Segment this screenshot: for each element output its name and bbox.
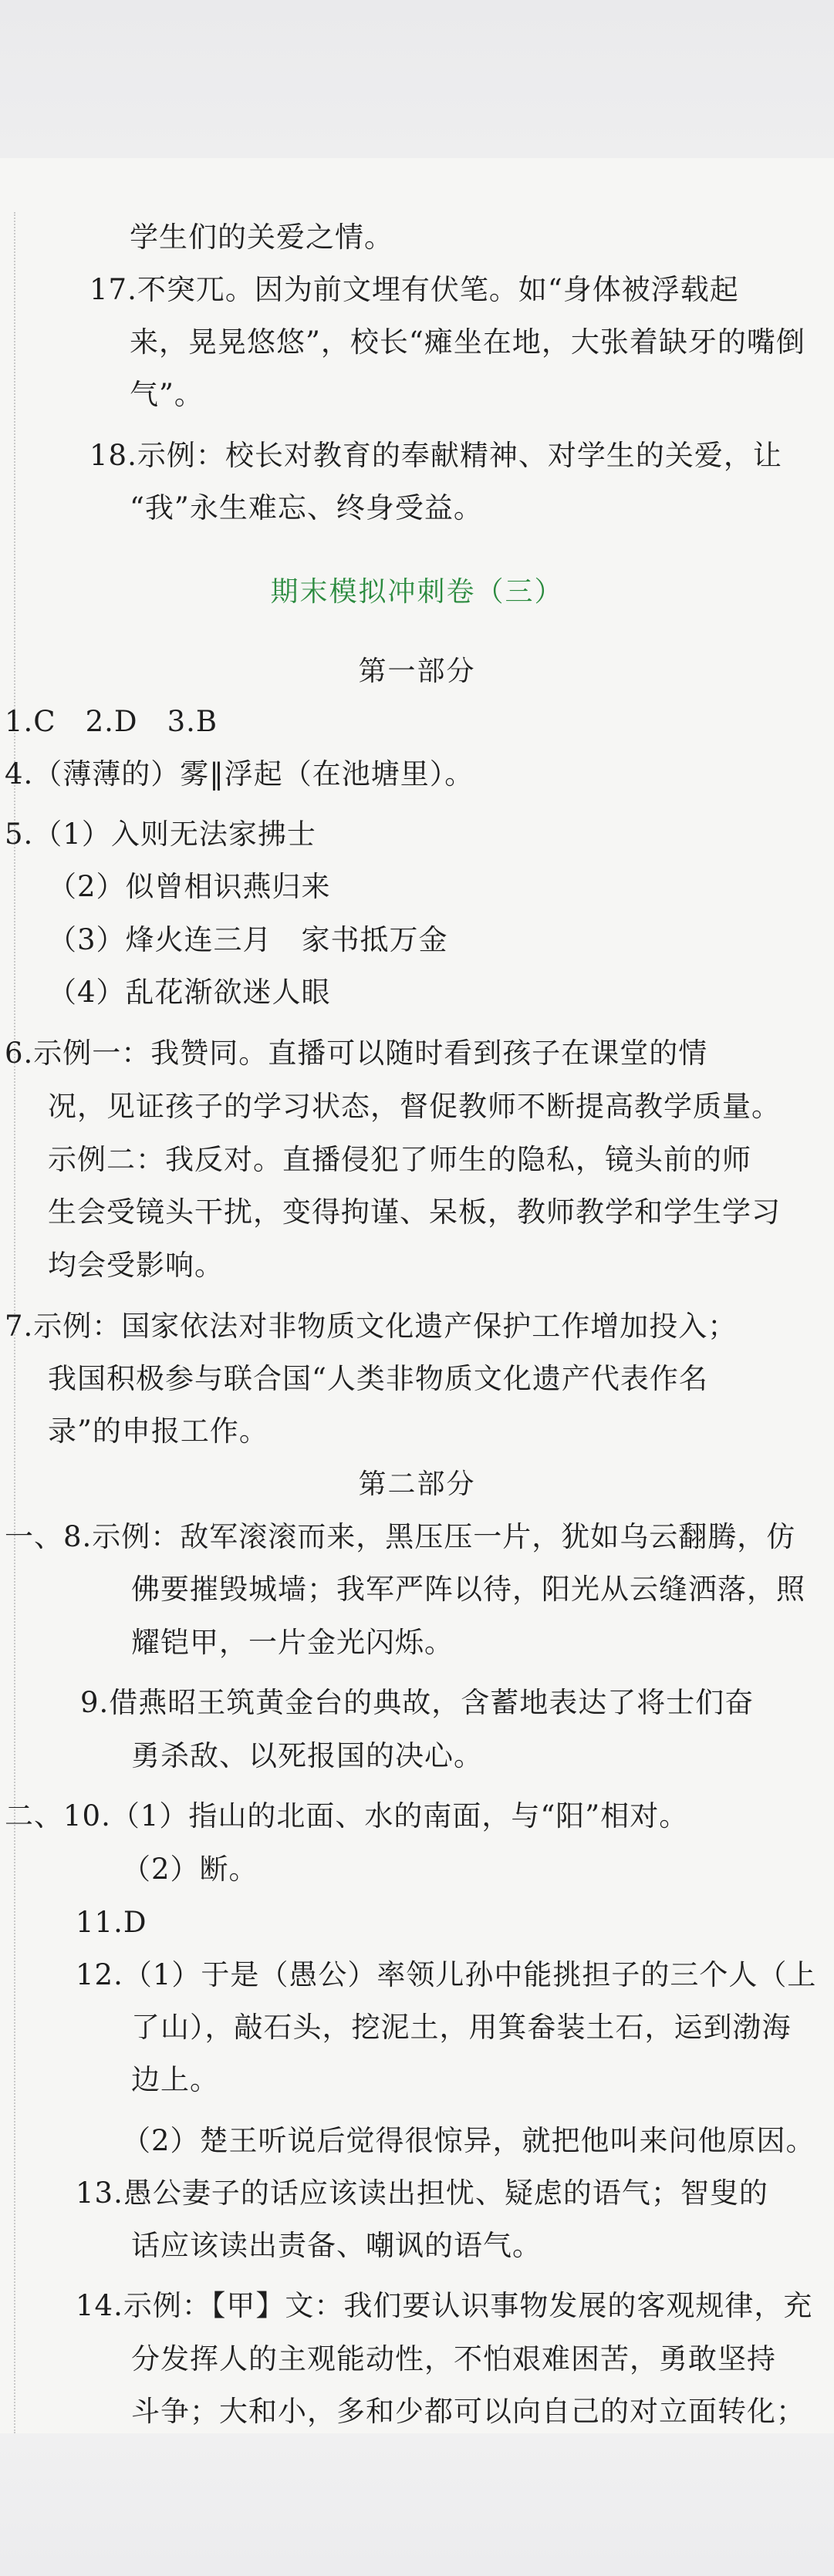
scan-top-shadow [0, 0, 834, 158]
answer-line: 17.不突兀。因为前文埋有伏笔。如“身体被浮载起 [89, 273, 739, 306]
answer-line: 生会受镜头干扰，变得拘谨、呆板，教师教学和学生学习 [48, 1195, 781, 1229]
answer-line: 佛要摧毁城墙；我军严阵以待，阳光从云缝洒落，照 [131, 1573, 805, 1606]
answer-line: 11.D [76, 1906, 147, 1939]
answer-line: 一、8.示例：敌军滚滚而来，黑压压一片，犹如乌云翻腾，仿 [5, 1520, 796, 1553]
answer-line: 6.示例一：我赞同。直播可以随时看到孩子在课堂的情 [5, 1037, 708, 1070]
answer-line: 4.（薄薄的）雾‖浮起（在池塘里）。 [5, 757, 474, 791]
answer-line: 示例二：我反对。直播侵犯了师生的隐私，镜头前的师 [48, 1143, 751, 1176]
section-title: 期末模拟冲刺卷（三） [270, 576, 564, 608]
answer-line: 了山），敲石头，挖泥土，用箕畚装土石，运到渤海 [131, 2011, 792, 2044]
answer-line: 我国积极参与联合国“人类非物质文化遗产代表作名 [48, 1362, 708, 1395]
answer-line: 况，见证孩子的学习状态，督促教师不断提高教学质量。 [48, 1090, 781, 1123]
answer-line: （2）断。 [122, 1853, 258, 1886]
answer-line: 18.示例：校长对教育的奉献精神、对学生的关爱，让 [89, 439, 782, 472]
answer-line: 勇杀敌、以死报国的决心。 [131, 1739, 483, 1772]
answer-line: 1.C 2.D 3.B [5, 705, 218, 738]
answer-line: 话应该读出责备、嘲讽的语气。 [131, 2229, 542, 2262]
answer-line: 均会受影响。 [48, 1249, 224, 1282]
part-heading: 第一部分 [358, 656, 476, 687]
answer-line: （3）烽火连三月 家书抵万金 [48, 923, 448, 956]
answer-line: 学生们的关爱之情。 [130, 221, 393, 254]
answer-line: 二、10.（1）指山的北面、水的南面，与“阳”相对。 [5, 1799, 689, 1833]
answer-line: 5.（1）入则无法家拂士 [5, 818, 316, 851]
answer-line: 录”的申报工作。 [48, 1414, 268, 1448]
answer-line: “我”永生难忘、终身受益。 [130, 491, 483, 524]
answer-line: （2）似曾相识燕归来 [48, 870, 331, 903]
answer-line: 来，晃晃悠悠”，校长“瘫坐在地，大张着缺牙的嘴倒 [130, 325, 805, 359]
answer-line: （2）楚王听说后觉得很惊异，就把他叫来问他原因。 [122, 2124, 815, 2157]
answer-line: 7.示例：国家依法对非物质文化遗产保护工作增加投入； [5, 1310, 738, 1343]
answer-line: 斗争；大和小，多和少都可以向自己的对立面转化； [131, 2395, 805, 2428]
scan-bottom-shadow [0, 2433, 834, 2576]
answer-line: 边上。 [131, 2063, 219, 2096]
answer-line: 9.借燕昭王筑黄金台的典故，含蓄地表达了将士们奋 [80, 1686, 755, 1719]
answer-line: 耀铠甲，一片金光闪烁。 [131, 1626, 454, 1659]
part-heading: 第二部分 [358, 1468, 476, 1500]
answer-line: 气”。 [130, 378, 204, 411]
answer-line: 13.愚公妻子的话应该读出担忧、疑虑的语气；智叟的 [76, 2176, 768, 2210]
answer-line: 分发挥人的主观能动性，不怕艰难困苦，勇敢坚持 [131, 2342, 776, 2375]
answer-line: 12.（1）于是（愚公）率领儿孙中能挑担子的三个人（上 [76, 1958, 817, 1991]
answer-line: （4）乱花渐欲迷人眼 [48, 976, 331, 1009]
answer-line: 14.示例：【甲】文：我们要认识事物发展的客观规律，充 [76, 2289, 813, 2322]
